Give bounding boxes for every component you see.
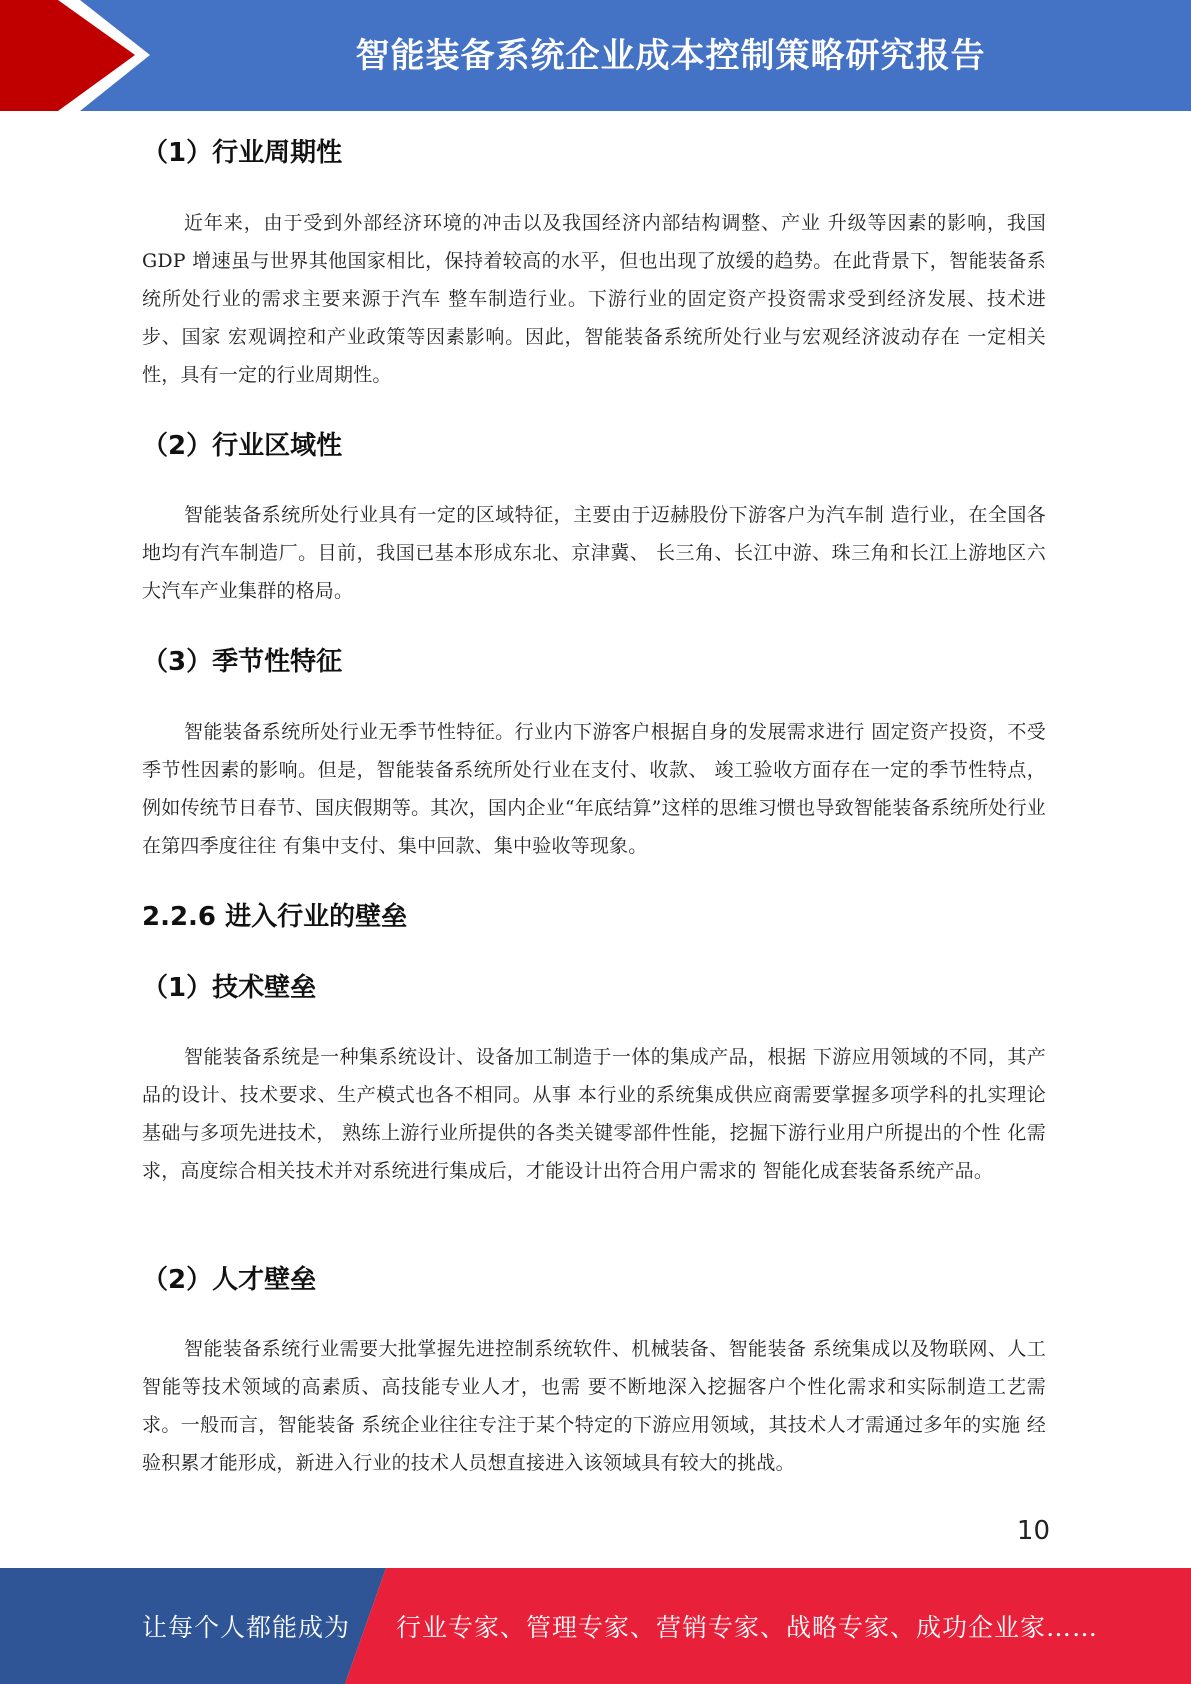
section-heading-seasonality: （3）季节性特征 bbox=[142, 647, 343, 677]
section-heading-tech-barrier: （1）技术壁垒 bbox=[142, 973, 317, 1003]
paragraph-tech-barrier: 智能装备系统是一种集系统设计、设备加工制造于一体的集成产品，根据 下游应用领域的不同，其产品的设计、技术要求、生产模式也各不相同。从事 本行业的系统集成供应商需要掌握多项学科的扎实理论基础与多项先进技术， 熟练上游行业所提供的各类关键零部件性能，挖掘下游行业用户所提出的个性 化需求，高度综合相关技术并对系统进行集成后，才能设计出符合用户需求的 智能化成套装备系统产品。 bbox=[142, 1046, 1046, 1182]
report-title: 智能装备系统企业成本控制策略研究报告 bbox=[355, 35, 986, 76]
page-footer-band bbox=[0, 1568, 1191, 1684]
paragraph-industry-cycle: 近年来，由于受到外部经济环境的冲击以及我国经济内部结构调整、产业 升级等因素的影响，我国 GDP 增速虽与世界其他国家相比，保持着较高的水平，但也出现了放缓的趋势。在此背景下，智能装备系统所处行业的需求主要来源于汽车 整车制造行业。下游行业的固定资产投资需求受到经济发展、技术进步、国家 宏观调控和产业政策等因素影响。因此，智能装备系统所处行业与宏观经济波动存在 一定相关性，具有一定的行业周期性。 bbox=[142, 212, 1046, 386]
footer-slogan-right: 行业专家、管理专家、营销专家、战略专家、成功企业家…… bbox=[396, 1613, 1099, 1642]
subsection-heading-entry-barriers: 2.2.6 进入行业的壁垒 bbox=[142, 902, 408, 932]
section-heading-industry-cycle: （1）行业周期性 bbox=[142, 138, 343, 168]
section-heading-industry-region: （2）行业区域性 bbox=[142, 431, 343, 461]
paragraph-seasonality: 智能装备系统所处行业无季节性特征。行业内下游客户根据自身的发展需求进行 固定资产投资，不受季节性因素的影响。但是，智能装备系统所处行业在支付、收款、 竣工验收方面存在一定的季节性特点，例如传统节日春节、国庆假期等。其次，国内企业“年底结算”这样的思维习惯也导致智能装备系统所处行业在第四季度往往 有集中支付、集中回款、集中验收等现象。 bbox=[142, 721, 1046, 857]
page-number: 10 bbox=[1016, 1516, 1050, 1546]
page-header-band bbox=[0, 0, 1191, 111]
paragraph-talent-barrier: 智能装备系统行业需要大批掌握先进控制系统软件、机械装备、智能装备 系统集成以及物联网、人工智能等技术领域的高素质、高技能专业人才，也需 要不断地深入挖掘客户个性化需求和实际制造工艺需求。一般而言，智能装备 系统企业往往专注于某个特定的下游应用领域，其技术人才需通过多年的实施 经验积累才能形成，新进入行业的技术人员想直接进入该领域具有较大的挑战。 bbox=[142, 1338, 1046, 1474]
section-heading-talent-barrier: （2）人才壁垒 bbox=[142, 1265, 317, 1295]
footer-slogan-left: 让每个人都能成为 bbox=[142, 1613, 351, 1642]
paragraph-industry-region: 智能装备系统所处行业具有一定的区域特征，主要由于迈赫股份下游客户为汽车制 造行业，在全国各地均有汽车制造厂。目前，我国已基本形成东北、京津冀、 长三角、长江中游、珠三角和长江上游地区六大汽车产业集群的格局。 bbox=[142, 504, 1046, 602]
